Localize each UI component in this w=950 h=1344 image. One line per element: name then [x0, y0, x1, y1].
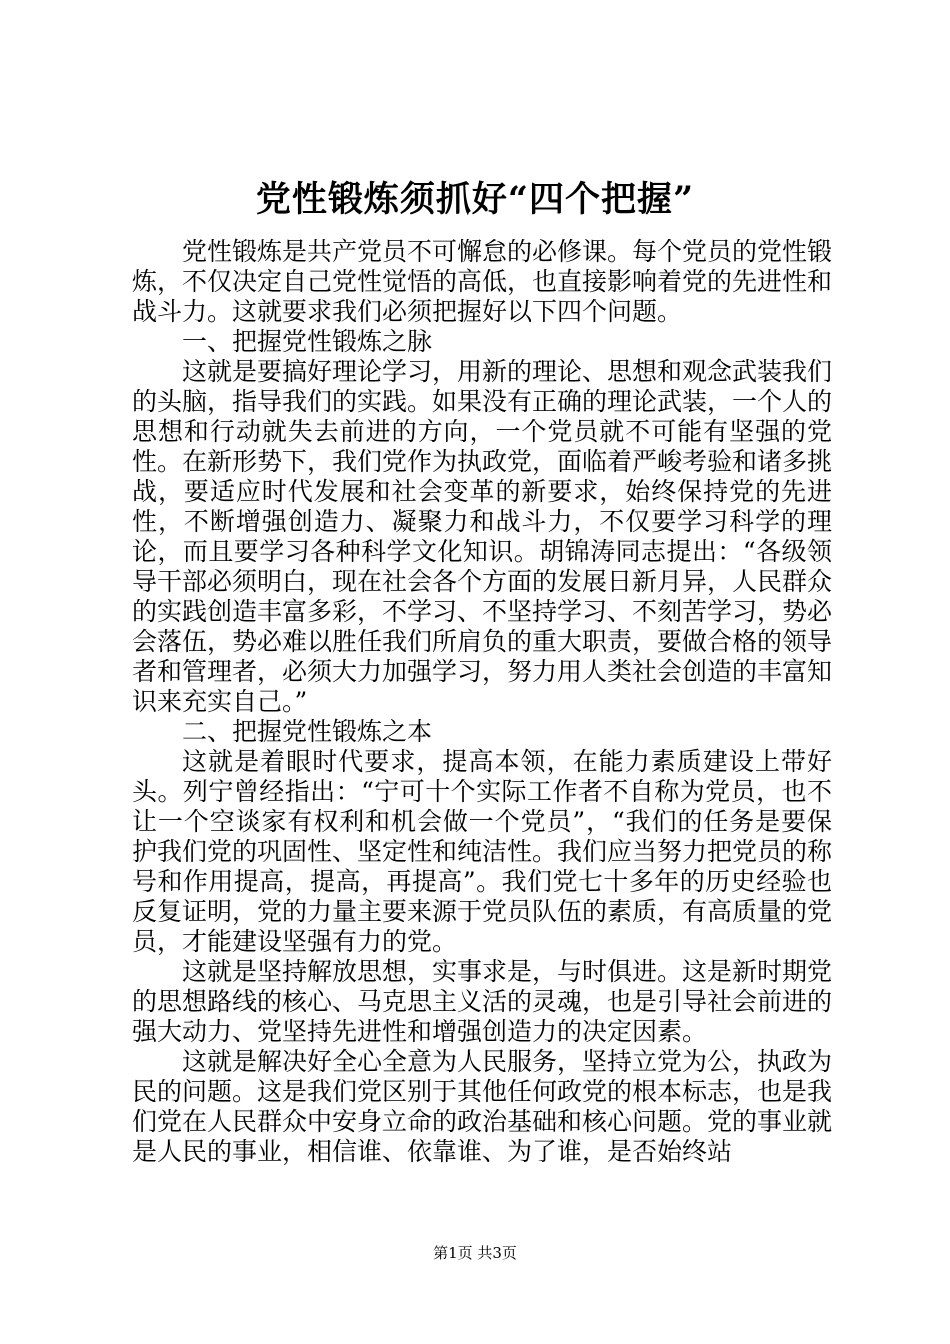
- document-body: [132, 237, 832, 1167]
- paragraph-section-2b: 这就是坚持解放思想，实事求是，与时俱进。这是新时期党的思想路线的核心、马克思主义活的灵魂，也是引导社会前进的强大动力、党坚持先进性和增强创造力的决定因素。: [132, 957, 833, 1046]
- section-heading-2: 二、把握党性锻炼之本: [182, 717, 433, 746]
- document-title: 党性锻炼须抓好“四个把握”: [255, 179, 695, 220]
- page-footer: 第1页 共3页: [433, 1244, 517, 1262]
- section-heading-1: 一、把握党性锻炼之脉: [182, 327, 433, 356]
- paragraph-section-1: 这就是要搞好理论学习，用新的理论、思想和观念武装我们的头脑，指导我们的实践。如果没有正确的理论武装，一个人的思想和行动就失去前进的方向，一个党员就不可能有坚强的党性。在新形势下，我们党作为执政党，面临着严峻考验和诸多挑战，要适应时代发展和社会变革的新要求，始终保持党的先进性，不断增强创造力、凝聚力和战斗力，不仅要学习科学的理论，而且要学习各种科学文化知识。胡锦涛同志提出：“各级领导干部必须明白，现在社会各个方面的发展日新月异，人民群众的实践创造丰富多彩，不学习、不坚持学习、不刻苦学习，势必会落伍，势必难以胜任我们所肩负的重大职责，要做合格的领导者和管理者，必须大力加强学习，努力用人类社会创造的丰富知识来充实自己。”: [132, 357, 833, 716]
- paragraph-section-2a: 这就是着眼时代要求，提高本领，在能力素质建设上带好头。列宁曾经指出：“宁可十个实际工作者不自称为党员，也不让一个空谈家有权利和机会做一个党员”，“我们的任务是要保护我们党的巩固性、坚定性和纯洁性。我们应当努力把党员的称号和作用提高，提高，再提高”。我们党七十多年的历史经验也反复证明，党的力量主要来源于党员队伍的素质，有高质量的党员，才能建设坚强有力的党。: [132, 747, 833, 956]
- paragraph-section-2c: 这就是解决好全心全意为人民服务，坚持立党为公，执政为民的问题。这是我们党区别于其他任何政党的根本标志，也是我们党在人民群众中安身立命的政治基础和核心问题。党的事业就是人民的事业，相信谁、依靠谁、为了谁，是否始终站: [132, 1047, 833, 1166]
- paragraph-intro: 党性锻炼是共产党员不可懈怠的必修课。每个党员的党性锻炼，不仅决定自己党性觉悟的高低，也直接影响着党的先进性和战斗力。这就要求我们必须把握好以下四个问题。: [132, 237, 833, 326]
